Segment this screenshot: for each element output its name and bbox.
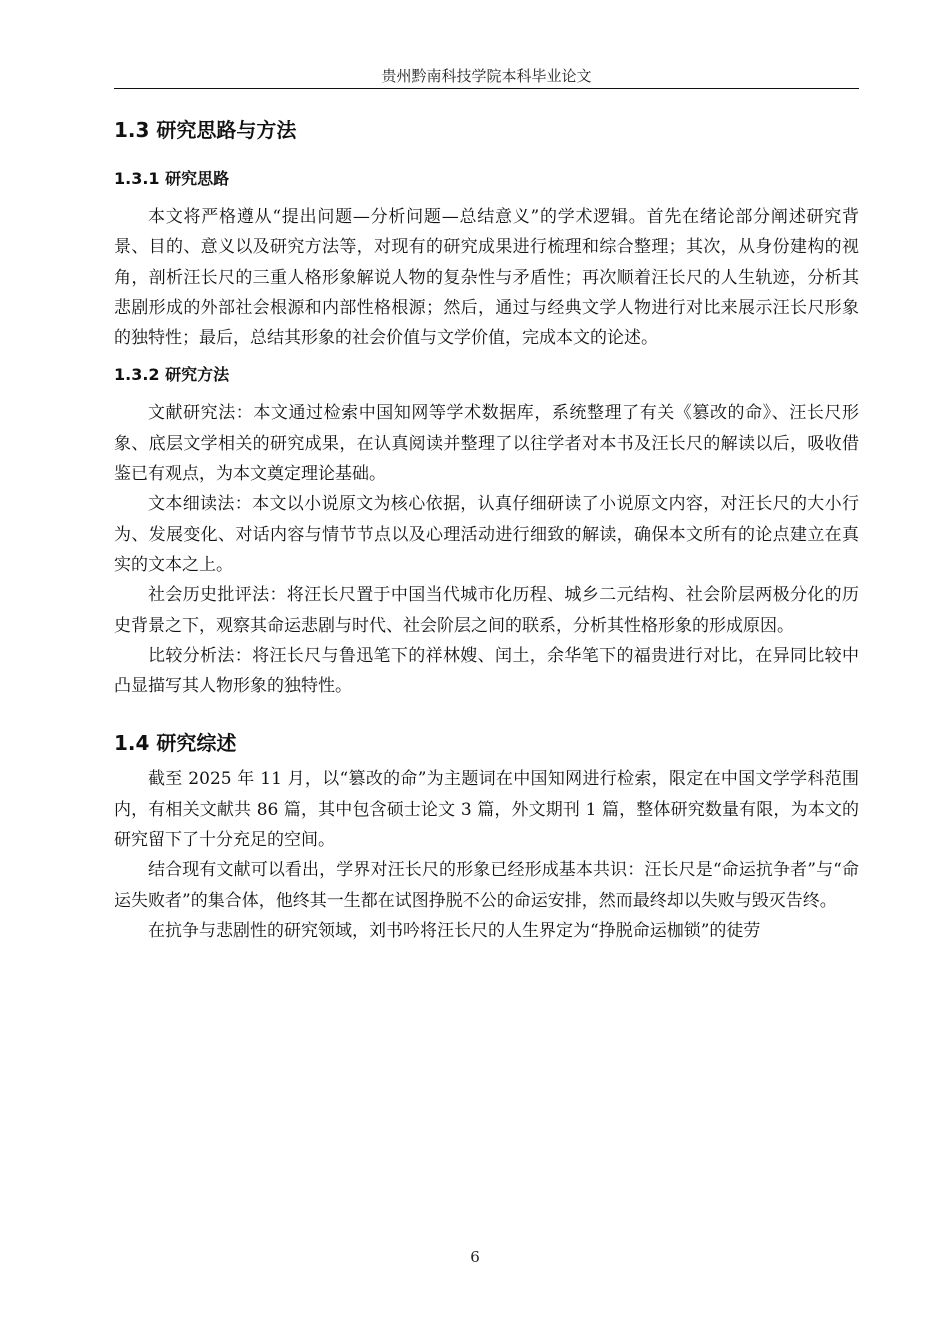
paragraph: 截至 2025 年 11 月，以“篡改的命”为主题词在中国知网进行检索，限定在中国文学学科范围内，有相关文献共 86 篇，其中包含硕士论文 3 篇，外文期刊 1 篇，整体研究数量有限，为本文的研究留下了十分充足的空间。 [114,769,859,851]
section-1-3-1-heading: 1.3.1 研究思路 [114,169,230,188]
paragraph: 结合现有文献可以看出，学界对汪长尺的形象已经形成基本共识：汪长尺是“命运抗争者”与“命运失败者”的集合体，他终其一生都在试图挣脱不公的命运安排，然而最终却以失败与毁灭告终。 [114,860,859,911]
section-1-3-heading: 1.3 研究思路与方法 [114,118,297,142]
paragraph: 文本细读法：本文以小说原文为核心依据，认真仔细研读了小说原文内容，对汪长尺的大小行为、发展变化、对话内容与情节节点以及心理活动进行细致的解读，确保本文所有的论点建立在真实的文本之上。 [114,494,859,575]
paragraph: 社会历史批评法：将汪长尺置于中国当代城市化历程、城乡二元结构、社会阶层两极分化的历史背景之下，观察其命运悲剧与时代、社会阶层之间的联系，分析其性格形象的形成原因。 [114,585,859,636]
page-body [114,116,859,946]
paragraph: 文献研究法：本文通过检索中国知网等学术数据库，系统整理了有关《篡改的命》、汪长尺形象、底层文学相关的研究成果，在认真阅读并整理了以往学者对本书及汪长尺的解读以后，吸收借鉴已有观点，为本文奠定理论基础。 [114,403,859,485]
paragraph: 在抗争与悲剧性的研究领域，刘书吟将汪长尺的人生界定为“挣脱命运枷锁”的徒劳 [148,920,761,941]
header-divider [114,88,859,89]
section-1-3-2-heading: 1.3.2 研究方法 [114,365,230,385]
paragraph: 比较分析法：将汪长尺与鲁迅笔下的祥林嫂、闰土，余华笔下的福贵进行对比，在异同比较中凸显描写其人物形象的独特性。 [114,645,859,697]
section-1-4-heading: 1.4 研究综述 [114,731,237,756]
paragraph: 本文将严格遵从“提出问题—分析问题—总结意义”的学术逻辑。首先在绪论部分阐述研究背景、目的、意义以及研究方法等，对现有的研究成果进行梳理和综合整理；其次，从身份建构的视角，剖析汪长尺的三重人格形象解说人物的复杂性与矛盾性；再次顺着汪长尺的人生轨迹，分析其悲剧形成的外部社会根源和内部性格根源；然后，通过与经典文学人物进行对比来展示汪长尺形象的独特性；最后，总结其形象的社会价值与文学价值，完成本文的论述。 [114,207,859,349]
running-header: 贵州黔南科技学院本科毕业论文 [381,67,592,85]
page-number: 6 [470,1248,480,1266]
